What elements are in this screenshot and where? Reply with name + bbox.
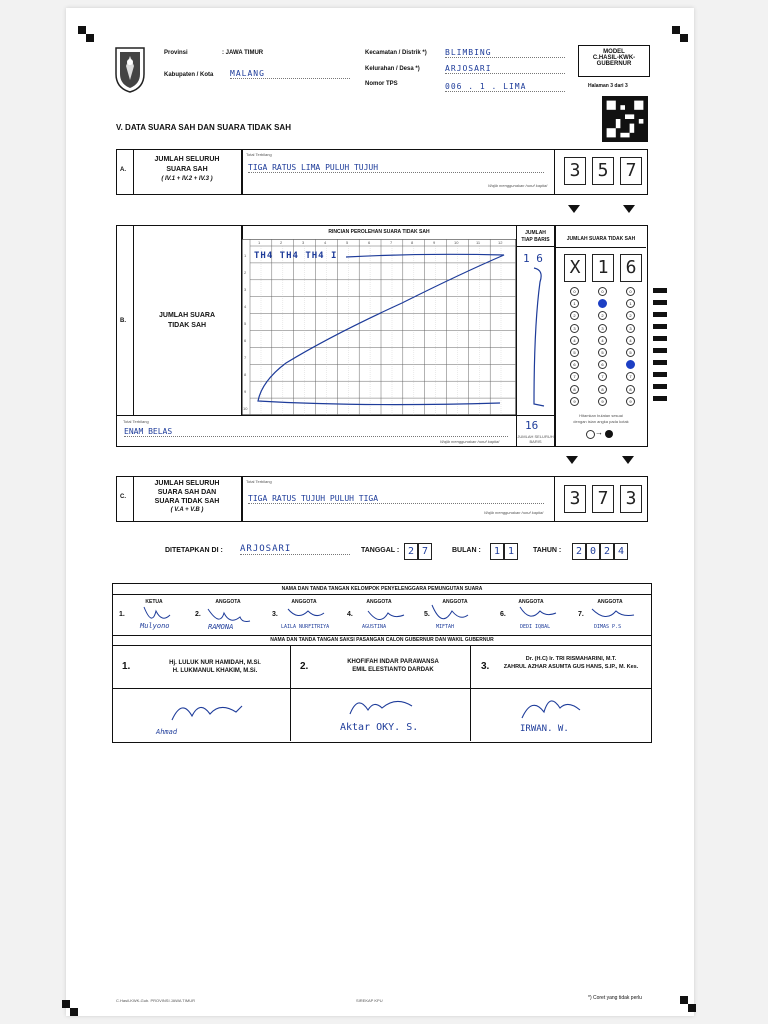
digit-bubble: 7 xyxy=(626,372,635,381)
section-b-total-header: JUMLAH SUARA TIDAK SAH xyxy=(566,236,636,242)
baris-row-1-value: 1 6 xyxy=(523,252,543,265)
digit-bubble: 8 xyxy=(570,385,579,394)
section-a-words: TIGA RATUS LIMA PULUH TUJUH xyxy=(248,163,544,173)
baris-header-1: JUMLAH xyxy=(525,230,546,236)
grid-col-number: 2 xyxy=(280,240,283,245)
grid-col-number: 7 xyxy=(390,240,393,245)
section-a-digit-1: 3 xyxy=(564,157,586,185)
kpps-role: ANGGOTA xyxy=(366,599,392,605)
grid-row-number: 5 xyxy=(244,321,247,326)
kecamatan-label: Kecamatan / Distrik *) xyxy=(365,50,427,56)
digit-bubble: 3 xyxy=(626,324,635,333)
filled-bubble-icon xyxy=(605,430,613,438)
section-b-digit-2: 1 xyxy=(592,254,614,282)
tahun-label: TAHUN : xyxy=(533,547,562,554)
grid-col-number: 10 xyxy=(454,240,459,245)
alignment-mark xyxy=(680,996,688,1004)
model-line: C.HASIL-KWK- xyxy=(592,55,636,61)
digit-bubble: 9 xyxy=(598,397,607,406)
grid-col-number: 6 xyxy=(368,240,371,245)
tahun-digit: 4 xyxy=(614,543,628,560)
section-a-footnote: Wajib menggunakan huruf kapital xyxy=(488,183,548,188)
kpps-signature: AGUSTINA xyxy=(362,624,387,630)
grid-row-number: 3 xyxy=(244,287,247,292)
kpps-role: ANGGOTA xyxy=(597,599,623,605)
digit-bubble: 9 xyxy=(626,397,635,406)
section-title: V. DATA SUARA SAH DAN SUARA TIDAK SAH xyxy=(116,123,291,132)
grid-row-number: 6 xyxy=(244,338,247,343)
grid-col-number: 9 xyxy=(433,240,436,245)
digit-bubble: 1 xyxy=(570,299,579,308)
model-line: MODEL xyxy=(603,49,625,55)
saksi-signature-name: Ahmad xyxy=(156,728,178,736)
bulan-digit: 1 xyxy=(504,543,518,560)
tps-label: Nomor TPS xyxy=(365,81,398,87)
kabupaten-value: MALANG xyxy=(230,69,350,79)
timing-mark xyxy=(653,348,667,353)
section-c-label-2: SUARA SAH DAN xyxy=(157,489,217,496)
provinsi-value: : JAWA TIMUR xyxy=(222,50,264,56)
alignment-mark xyxy=(78,26,86,34)
empty-bubble-icon xyxy=(586,430,595,439)
saksi-candidate-1: Hj. LULUK NUR HAMIDAH, M.Si. xyxy=(169,660,261,666)
kpps-signature: DIMAS P.S xyxy=(594,624,622,630)
kabupaten-label: Kabupaten / Kota xyxy=(164,72,214,78)
alignment-mark xyxy=(86,34,94,42)
kpps-title: NAMA DAN TANDA TANGAN KELOMPOK PENYELENGGARA PEMUNGUTAN SUARA xyxy=(281,586,483,592)
grid-row-number: 2 xyxy=(244,270,247,275)
kpps-number: 6. xyxy=(500,611,506,618)
section-b-label-2: TIDAK SAH xyxy=(167,322,207,329)
kpps-signature: Mulyono xyxy=(140,622,170,630)
section-c-label-1: JUMLAH SELURUH xyxy=(154,480,220,487)
footer-center: SIREKAP KPU xyxy=(356,998,383,1003)
digit-bubble: 5 xyxy=(626,348,635,357)
kpps-number: 3. xyxy=(272,611,278,618)
digit-bubble: 2 xyxy=(626,311,635,320)
digit-bubble: 6 xyxy=(570,360,579,369)
bulan-digit: 1 xyxy=(490,543,504,560)
section-a-digit-3: 7 xyxy=(620,157,642,185)
grid-col-number: 8 xyxy=(411,240,414,245)
saksi-candidate-2: H. LUKMANUL KHAKIM, M.Si. xyxy=(172,668,258,674)
grid-row-number: 1 xyxy=(244,253,247,258)
digit-bubble: 3 xyxy=(598,324,607,333)
arrow-down-icon xyxy=(568,205,580,213)
kpps-role: KETUA xyxy=(145,599,163,605)
section-c-digit-2: 7 xyxy=(592,485,614,513)
kpps-number: 7. xyxy=(578,611,584,618)
digit-bubble: 3 xyxy=(570,324,579,333)
alignment-mark xyxy=(680,34,688,42)
section-b-digit-1: X xyxy=(564,254,586,282)
timing-mark xyxy=(653,396,667,401)
saksi-signature-name: IRWAN. W. xyxy=(520,724,569,734)
digit-bubble: 0 xyxy=(626,287,635,296)
digit-bubble: 7 xyxy=(570,372,579,381)
section-b-letter: B. xyxy=(120,318,126,324)
grid-col-number: 5 xyxy=(346,240,349,245)
kpps-role: ANGGOTA xyxy=(215,599,241,605)
saksi-number: 1. xyxy=(122,661,131,672)
alignment-mark xyxy=(62,1000,70,1008)
section-a-letter: A. xyxy=(120,167,126,173)
digit-bubble: 8 xyxy=(598,385,607,394)
bulan-label: BULAN : xyxy=(452,547,481,554)
kpps-number: 5. xyxy=(424,611,430,618)
section-b-footnote: Wajib menggunakan huruf kapital xyxy=(440,439,500,444)
saksi-number: 2. xyxy=(300,661,309,672)
saksi-candidate-1: Dr. (H.C) Ir. TRI RISMAHARINI, M.T. xyxy=(525,656,617,662)
digit-bubble: 6 xyxy=(598,360,607,369)
kpps-signature: LAILA NURFITRIYA xyxy=(281,624,330,630)
provinsi-label: Provinsi xyxy=(164,50,188,56)
timing-mark xyxy=(653,336,667,341)
tanggal-digit: 2 xyxy=(404,543,418,560)
arrow-down-icon xyxy=(622,456,634,464)
saksi-candidate-2: ZAHRUL AZHAR ASUMTA GUS HANS, S.IP., M. Kes. xyxy=(503,664,639,670)
kpps-role: ANGGOTA xyxy=(442,599,468,605)
arrow-down-icon xyxy=(623,205,635,213)
tally-marks: TH4 TH4 TH4 I xyxy=(254,251,338,261)
timing-mark xyxy=(653,300,667,305)
qr-code xyxy=(602,96,648,142)
digit-bubble: 4 xyxy=(626,336,635,345)
model-box xyxy=(578,45,650,77)
alignment-mark xyxy=(672,26,680,34)
section-c-words: TIGA RATUS TUJUH PULUH TIGA xyxy=(248,494,544,504)
section-c-footnote: Wajib menggunakan huruf kapital xyxy=(484,510,544,515)
model-line: GUBERNUR xyxy=(596,61,632,67)
section-a-label-3: ( IV.1 + IV.2 + IV.3 ) xyxy=(161,176,213,182)
grid-col-number: 1 xyxy=(258,240,261,245)
grid-row-number: 7 xyxy=(244,355,247,360)
kpps-number: 1. xyxy=(119,611,125,618)
tps-value: 006 . 1 . LIMA xyxy=(445,82,565,92)
timing-mark xyxy=(653,360,667,365)
saksi-candidate-1: KHOFIFAH INDAR PARAWANSA xyxy=(347,659,439,665)
digit-bubble: 8 xyxy=(626,385,635,394)
digit-bubble: 7 xyxy=(598,372,607,381)
grid-col-number: 12 xyxy=(498,240,503,245)
kpps-signature: DEDI IQBAL xyxy=(520,624,551,630)
kpps-number: 2. xyxy=(195,611,201,618)
timing-mark xyxy=(653,324,667,329)
kelurahan-value: ARJOSARI xyxy=(445,64,565,74)
section-a-label-1: JUMLAH SELURUH xyxy=(154,156,220,163)
tahun-digit: 0 xyxy=(586,543,600,560)
baris-total-value: 16 xyxy=(525,419,539,432)
grid-row-number: 10 xyxy=(243,406,248,411)
tanggal-digit: 7 xyxy=(418,543,432,560)
grid-row-number: 4 xyxy=(244,304,247,309)
page-number: Halaman 3 dari 3 xyxy=(588,83,628,89)
kpps-role: ANGGOTA xyxy=(291,599,317,605)
grid-col-number: 11 xyxy=(476,240,481,245)
grid-col-number: 3 xyxy=(302,240,305,245)
baris-total-note: JUMLAH SELURUH BARIS xyxy=(517,434,554,444)
section-a-label-2: SUARA SAH xyxy=(166,166,208,173)
tally-grid xyxy=(242,239,516,415)
arrow-down-icon xyxy=(566,456,578,464)
digit-bubble: 0 xyxy=(598,287,607,296)
kecamatan-value: BLIMBING xyxy=(445,48,565,58)
province-emblem xyxy=(112,44,148,94)
section-a-words-hint: Total Terbilang xyxy=(246,152,272,157)
digit-bubble: 4 xyxy=(570,336,579,345)
grid-row-number: 9 xyxy=(244,389,247,394)
section-b-words: ENAM BELAS xyxy=(124,427,508,437)
kpps-number: 4. xyxy=(347,611,353,618)
kpps-role: ANGGOTA xyxy=(518,599,544,605)
kelurahan-label: Kelurahan / Desa *) xyxy=(365,66,420,72)
footer-right: *) Coret yang tidak perlu xyxy=(588,995,642,1001)
section-c-label-4: ( V.A + V.B ) xyxy=(170,507,204,513)
baris-header-2: TIAP BARIS xyxy=(521,237,550,243)
digit-bubble: 0 xyxy=(570,287,579,296)
saksi-title: NAMA DAN TANDA TANGAN SAKSI PASANGAN CALON GUBERNUR DAN WAKIL GUBERNUR xyxy=(270,637,494,643)
alignment-mark xyxy=(70,1008,78,1016)
bubble-note-2: dengan isian angka pada kotak xyxy=(573,419,629,424)
digit-bubble: 5 xyxy=(570,348,579,357)
digit-bubble: 2 xyxy=(598,311,607,320)
alignment-mark xyxy=(688,1004,696,1012)
digit-bubble: 2 xyxy=(570,311,579,320)
bubble-note-1: Hitamkan bulatan sesuai xyxy=(579,413,623,418)
section-b-label-1: JUMLAH SUARA xyxy=(159,312,215,319)
section-c-digit-3: 3 xyxy=(620,485,642,513)
digit-bubble: 5 xyxy=(598,348,607,357)
saksi-candidate-2: EMIL ELESTIANTO DARDAK xyxy=(352,667,434,673)
kpps-signature: MIFTAH xyxy=(436,624,455,630)
grid-col-number: 4 xyxy=(324,240,327,245)
section-c-label-3: SUARA TIDAK SAH xyxy=(154,498,220,505)
grid-title: RINCIAN PEROLEHAN SUARA TIDAK SAH xyxy=(328,229,430,235)
digit-bubble: 1 xyxy=(626,299,635,308)
section-c-digit-1: 3 xyxy=(564,485,586,513)
section-c-letter: C. xyxy=(120,494,126,500)
timing-mark xyxy=(653,312,667,317)
kpps-signature: RAMONA xyxy=(208,623,234,631)
ditetapkan-label: DITETAPKAN DI : xyxy=(165,547,223,554)
saksi-signature-name: Aktar OKY. S. xyxy=(340,722,419,733)
section-c-words-hint: Total Terbilang xyxy=(246,479,272,484)
ditetapkan-place: ARJOSARI xyxy=(240,544,350,555)
tanggal-label: TANGGAL : xyxy=(361,547,400,554)
digit-bubble: 9 xyxy=(570,397,579,406)
saksi-number: 3. xyxy=(481,661,490,672)
section-b-words-hint: Total Terbilang xyxy=(123,419,149,424)
timing-mark xyxy=(653,384,667,389)
section-a-digit-2: 5 xyxy=(592,157,614,185)
digit-bubble: 4 xyxy=(598,336,607,345)
tahun-digit: 2 xyxy=(572,543,586,560)
timing-mark xyxy=(653,288,667,293)
arrow-right-icon: → xyxy=(595,428,603,437)
timing-mark xyxy=(653,372,667,377)
tahun-digit: 2 xyxy=(600,543,614,560)
grid-row-number: 8 xyxy=(244,372,247,377)
baris-carry-line xyxy=(524,266,546,411)
kpps-signature-strokes xyxy=(112,597,652,635)
section-b-digit-3: 6 xyxy=(620,254,642,282)
footer-left: C.Hasil-KWK-Gub. PROVINSI JAWA TIMUR xyxy=(116,998,195,1003)
